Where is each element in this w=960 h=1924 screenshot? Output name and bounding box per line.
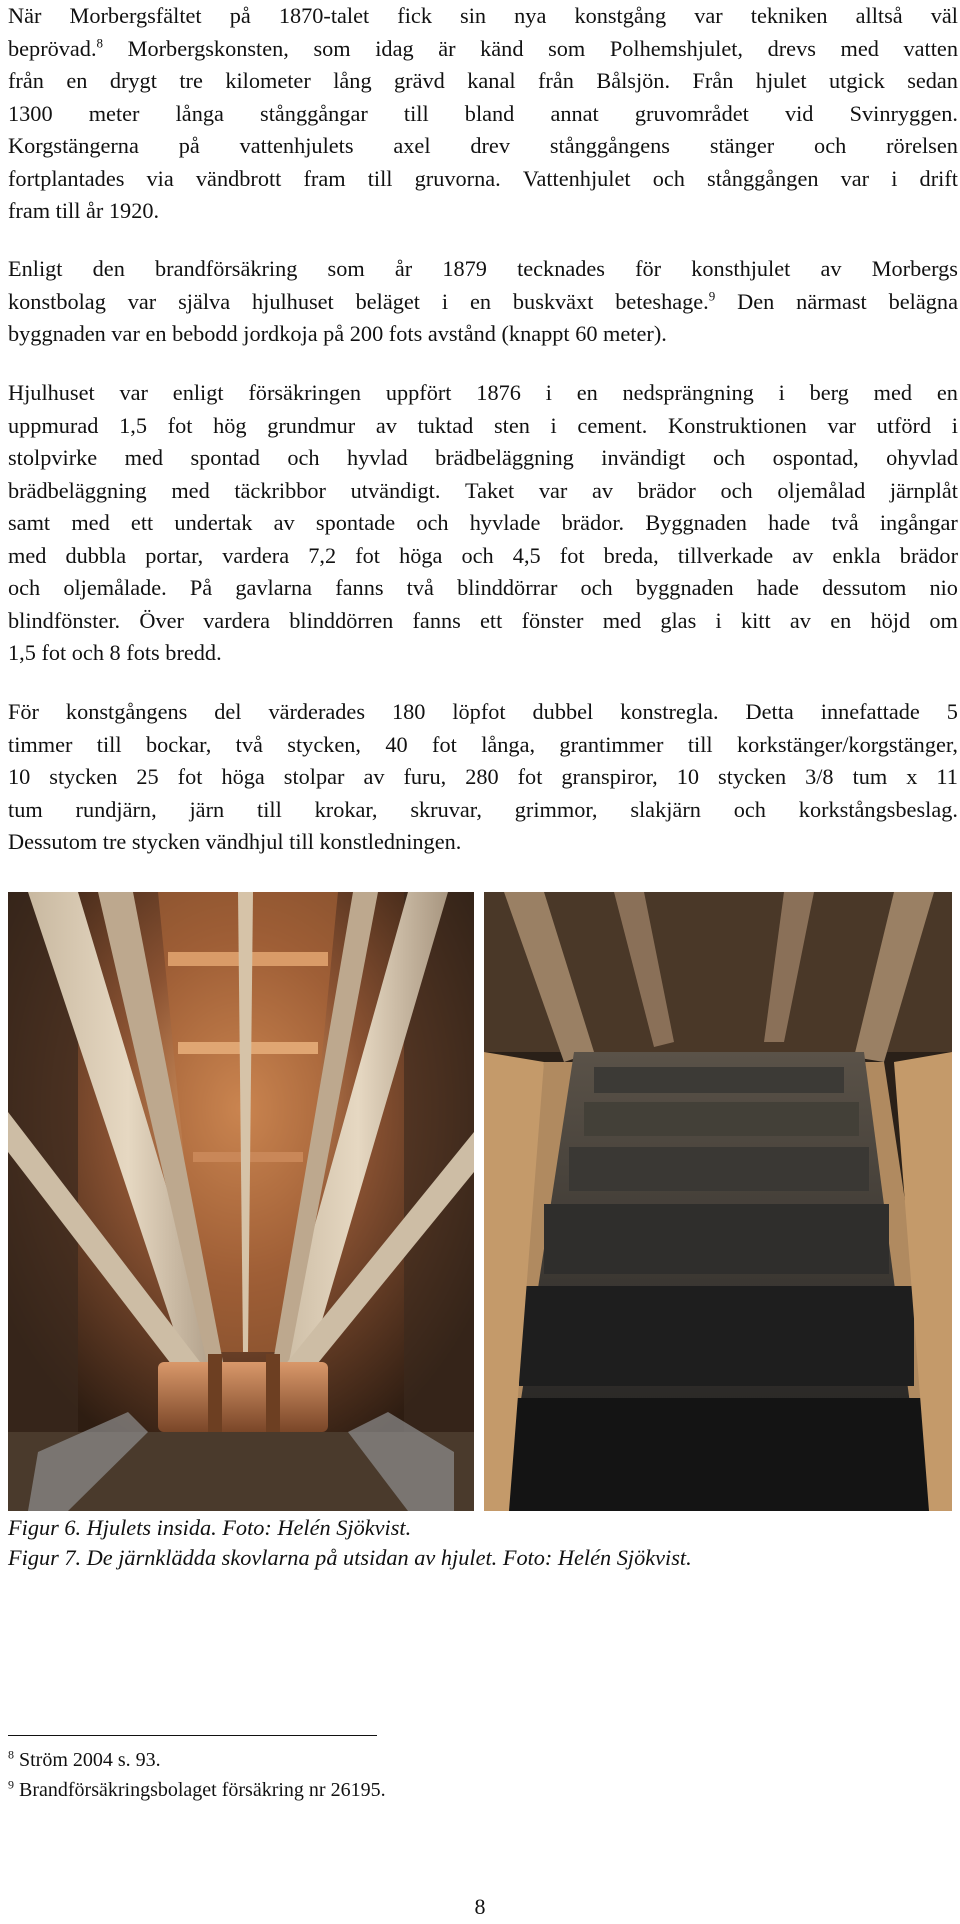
text-line — [8, 163, 958, 196]
word: 11 — [936, 764, 958, 789]
word: kilometer — [225, 68, 311, 93]
word: berg — [809, 380, 849, 405]
word: Enligt — [8, 256, 63, 281]
word: korkstänger/korgstänger, — [736, 731, 958, 757]
word: fot — [355, 542, 380, 568]
word: höga — [399, 542, 443, 568]
word: gruvorna. — [414, 165, 501, 191]
word: gruvområdet — [634, 100, 749, 126]
text-line — [8, 318, 958, 351]
word: på — [229, 3, 251, 28]
word: via — [146, 165, 174, 191]
word: av — [820, 256, 842, 281]
word: uppmurad — [8, 412, 99, 438]
word: brädbeläggning — [435, 445, 574, 470]
text-line — [8, 130, 958, 163]
word: till — [687, 731, 713, 757]
word: tre — [179, 68, 203, 93]
text-line — [8, 0, 958, 33]
word: hyvlade — [469, 510, 541, 535]
word: byggnaden — [635, 575, 734, 600]
word: drift — [919, 165, 958, 191]
word: vattenhjulets — [239, 133, 354, 158]
word: brädor — [899, 542, 958, 568]
word: På — [189, 575, 213, 600]
word: bland — [464, 100, 515, 126]
word: 7,2 — [308, 542, 337, 568]
word: gavlarna — [235, 575, 313, 600]
word: och — [733, 796, 766, 822]
word: tuktad — [417, 412, 474, 438]
figure-7-caption: Figur 7. De järnklädda skovlarna på utsidan av hjulet. Foto: Helén Sjökvist. — [8, 1545, 692, 1570]
word: hjulhuset — [251, 288, 334, 314]
word: hyvlad — [346, 445, 408, 470]
word: en — [469, 288, 492, 314]
footnote-divider — [8, 1735, 377, 1736]
word: brädor. — [561, 510, 625, 535]
text-line — [8, 253, 958, 286]
word: värderades — [268, 699, 365, 724]
word: Svinryggen. — [849, 100, 958, 126]
word: konstgångens — [65, 699, 188, 724]
word: Morbergsfältet — [69, 3, 202, 28]
word: spontade — [315, 510, 396, 535]
word: beteshage.$^9$ — [615, 288, 716, 314]
word: oljemålade. — [63, 575, 167, 600]
word: och — [461, 542, 494, 568]
word: meter — [88, 100, 140, 126]
word: till — [257, 796, 282, 822]
word: ohyvlad — [886, 445, 958, 470]
word: 1870-talet — [278, 3, 370, 28]
word: 1876 — [476, 380, 521, 405]
word: med — [124, 445, 164, 470]
word: hade — [768, 510, 811, 535]
word: och — [652, 165, 685, 191]
word: fanns — [335, 575, 384, 600]
word: nio — [929, 575, 958, 600]
word: Detta — [745, 699, 794, 724]
word: med — [873, 380, 913, 405]
word: 40 — [385, 731, 408, 757]
footnote-text: Ström 2004 s. 93. — [14, 1749, 161, 1771]
word: stycken, — [287, 731, 361, 757]
word: enligt — [172, 380, 224, 405]
word: en — [936, 380, 958, 405]
footnote-reference: 9 — [708, 288, 716, 304]
word: brandförsäkring — [155, 256, 298, 281]
word: var — [127, 288, 157, 314]
word: nya — [514, 3, 547, 28]
paragraph-2 — [8, 253, 958, 351]
text-line — [8, 475, 958, 508]
word: av — [789, 607, 811, 633]
word: 5 — [946, 699, 958, 724]
word: av — [375, 412, 397, 438]
word: och — [580, 575, 613, 600]
word: som — [313, 35, 351, 61]
word: löpfot — [452, 699, 506, 724]
word: var — [694, 3, 723, 28]
word: grundmur — [267, 412, 356, 438]
footnote-8 — [8, 1746, 161, 1774]
word: stolpar — [283, 764, 345, 789]
word: själva — [178, 288, 231, 314]
word: skruvar, — [410, 796, 482, 822]
word: alltså — [855, 3, 903, 28]
word: vardera — [203, 607, 270, 633]
word: Hjulhuset — [8, 380, 95, 405]
word: höjd — [870, 607, 911, 633]
word: 1,5 — [119, 412, 147, 438]
word: blindfönster. — [8, 607, 121, 633]
word: tum — [8, 796, 43, 822]
word: i — [891, 165, 898, 191]
text-line — [8, 65, 958, 98]
word: av — [273, 510, 295, 535]
footnote-number: 8 — [8, 1747, 14, 1762]
word: fot — [167, 412, 193, 438]
word: med — [8, 542, 47, 568]
word: buskväxt — [512, 288, 594, 314]
word: i — [951, 412, 958, 438]
word: drev — [470, 133, 510, 158]
word: fot — [559, 542, 585, 568]
word: idag — [375, 35, 414, 61]
word: hög — [213, 412, 247, 438]
word: cement. — [577, 412, 648, 438]
word: vid — [784, 100, 814, 126]
word: breda, — [603, 542, 659, 568]
word: Polhemshjulet, — [609, 35, 744, 61]
word: stänger — [709, 133, 775, 158]
word: undertak — [174, 510, 253, 535]
word: hade — [756, 575, 799, 600]
text-line — [8, 195, 958, 228]
word: närmast — [796, 288, 867, 314]
word: stånggångar — [260, 100, 368, 126]
word: timmer — [8, 731, 73, 757]
text-line — [8, 729, 958, 762]
word: Över — [139, 607, 184, 633]
word: invändigt — [601, 445, 686, 470]
word: tecknades — [517, 256, 605, 281]
word: för — [635, 256, 662, 281]
word: krokar, — [314, 796, 378, 822]
word: belägna — [888, 288, 958, 314]
word: täckribbor — [234, 477, 326, 503]
word: kanal — [467, 68, 516, 93]
word: När — [8, 3, 42, 28]
word: sin — [460, 3, 487, 28]
word: grävd — [394, 68, 445, 93]
word: av — [792, 542, 814, 568]
word: långa, — [481, 731, 536, 757]
word: var — [119, 380, 148, 405]
word: portar, — [145, 542, 204, 568]
word: oljemålad — [777, 477, 866, 503]
word: Morbergskonsten, — [127, 35, 289, 61]
word: 3/8 — [805, 764, 834, 789]
word: ospontad, — [772, 445, 859, 470]
word: och — [712, 445, 746, 470]
word: från — [537, 68, 574, 93]
word: två — [831, 510, 859, 535]
word: utvändigt. — [350, 477, 441, 503]
word: fick — [397, 3, 432, 28]
text-run: fram till år 1920. — [8, 198, 160, 223]
paragraph-3 — [8, 377, 958, 670]
word: furu, — [403, 764, 447, 789]
word: tekniken — [750, 3, 828, 28]
word: var — [827, 412, 856, 438]
word: 10 — [676, 764, 699, 789]
text-line — [8, 410, 958, 443]
word: blinddörrar — [457, 575, 558, 600]
word: 1879 — [442, 256, 487, 281]
text-line — [8, 826, 958, 859]
word: 1300 — [8, 100, 53, 126]
word: den — [92, 256, 125, 281]
text-line — [8, 696, 958, 729]
footnote-text: Brandförsäkringsbolaget försäkring nr 26195. — [14, 1779, 386, 1801]
word: till — [403, 100, 429, 126]
word: Den — [737, 288, 775, 314]
word: rörelsen — [886, 133, 958, 158]
text-line — [8, 540, 958, 573]
word: stycken — [717, 764, 787, 789]
word: 280 — [465, 764, 499, 789]
word: tum — [852, 764, 888, 789]
word: drygt — [109, 68, 157, 93]
word: en — [576, 380, 598, 405]
word: utförd — [876, 412, 932, 438]
word: Konstruktionen — [668, 412, 807, 438]
word: Bålsjön. — [596, 68, 671, 93]
word: blinddörren — [289, 607, 394, 633]
word: väl — [930, 3, 958, 28]
word: fot — [432, 731, 457, 757]
word: 25 — [136, 764, 159, 789]
word: järn — [189, 796, 225, 822]
page-number: 8 — [474, 1894, 486, 1919]
word: beprövad.$^8$ — [8, 35, 104, 61]
word: i — [545, 380, 552, 405]
word: fönster — [521, 607, 584, 633]
word: i — [550, 412, 557, 438]
word: Taket — [465, 477, 515, 503]
word: spontad — [190, 445, 260, 470]
word: höga — [221, 764, 265, 789]
word: uppfört — [385, 380, 452, 405]
word: x — [906, 764, 918, 789]
text-line — [8, 794, 958, 827]
word: känd — [480, 35, 524, 61]
footnote-number: 9 — [8, 1777, 14, 1792]
word: och — [8, 575, 41, 600]
text-line — [8, 98, 958, 131]
word: av — [363, 764, 385, 789]
word: med — [840, 35, 879, 61]
word: nedsprängning — [622, 380, 754, 405]
word: och — [720, 477, 753, 503]
word: granspiror, — [561, 764, 658, 789]
word: fot — [517, 764, 543, 789]
word: fanns — [412, 607, 461, 633]
paragraph-1 — [8, 0, 958, 228]
word: brädor — [637, 477, 696, 503]
word: och — [416, 510, 449, 535]
word: fortplantades — [8, 165, 125, 191]
word: konstbolag — [8, 288, 106, 314]
word: hjulet — [755, 68, 807, 93]
word: fot — [177, 764, 203, 789]
word: dessutom — [822, 575, 907, 600]
word: långa — [175, 100, 224, 126]
word: glas — [660, 607, 697, 633]
word: två — [406, 575, 434, 600]
text-line — [8, 33, 958, 66]
word: av — [591, 477, 614, 503]
word: ett — [480, 607, 503, 633]
word: från — [8, 68, 44, 93]
text-line — [8, 507, 958, 540]
text-run: 1,5 fot och 8 fots bredd. — [8, 640, 222, 665]
word: Morbergs — [871, 256, 958, 281]
footnote-reference: 8 — [96, 35, 104, 51]
iron-paddles-photo — [484, 892, 952, 1511]
figure-6-caption: Figur 6. Hjulets insida. Foto: Helén Sjökvist. — [8, 1515, 412, 1540]
word: innefattade — [820, 699, 920, 724]
word: är — [438, 35, 456, 61]
footnote-9 — [8, 1776, 386, 1804]
word: Vattenhjulet — [522, 165, 631, 191]
word: enkla — [832, 542, 881, 568]
text-line — [8, 761, 958, 794]
word: grimmor, — [514, 796, 598, 822]
word: slakjärn — [630, 796, 701, 822]
word: och — [814, 133, 847, 158]
word: vatten — [903, 35, 958, 61]
word: drevs — [767, 35, 816, 61]
text-run: Dessutom tre stycken vändhjul till konstledningen. — [8, 829, 462, 854]
word: stånggångens — [549, 133, 670, 158]
text-run: byggnaden var en bebodd jordkoja på 200 fots avstånd (knappt 60 meter). — [8, 321, 667, 346]
word: till — [96, 731, 122, 757]
word: med — [171, 477, 210, 503]
word: sten — [493, 412, 530, 438]
word: en — [830, 607, 852, 633]
word: stycken — [49, 764, 118, 789]
word: bockar, — [145, 731, 212, 757]
word: och — [287, 445, 320, 470]
word: vardera — [222, 542, 290, 568]
word: med — [602, 607, 642, 633]
word: två — [235, 731, 263, 757]
word: i — [715, 607, 722, 633]
text-line — [8, 377, 958, 410]
word: kitt — [740, 607, 771, 633]
word: brädbeläggning — [8, 477, 147, 503]
word: 10 — [8, 764, 31, 789]
word: vändbrott — [195, 165, 282, 191]
word: sedan — [907, 68, 958, 93]
word: stolpvirke — [8, 445, 98, 470]
paragraph-4 — [8, 696, 958, 859]
word: fram — [303, 165, 346, 191]
word: konstgång — [574, 3, 667, 28]
word: konstregla. — [620, 699, 719, 724]
word: dubbel — [532, 699, 594, 724]
word: korkstångsbeslag. — [798, 796, 958, 822]
word: i — [778, 380, 785, 405]
word: försäkringen — [248, 380, 362, 405]
word: 4,5 — [512, 542, 541, 568]
word: ingångar — [879, 510, 958, 535]
word: annat — [550, 100, 599, 126]
word: en — [66, 68, 88, 93]
word: stånggången — [707, 165, 819, 191]
word: dubbla — [65, 542, 127, 568]
word: till — [367, 165, 393, 191]
word: Från — [692, 68, 734, 93]
word: som — [327, 256, 365, 281]
word: För — [8, 699, 39, 724]
word: med — [71, 510, 110, 535]
word: grantimmer — [559, 731, 664, 757]
word: järnplåt — [889, 477, 958, 503]
word: Byggnaden — [645, 510, 747, 535]
word: rundjärn, — [75, 796, 157, 822]
wheel-interior-photo — [8, 892, 474, 1511]
text-line — [8, 442, 958, 475]
word: var — [538, 477, 568, 503]
word: samt — [8, 510, 51, 535]
text-line — [8, 605, 958, 638]
word: beläget — [355, 288, 421, 314]
word: på — [178, 133, 200, 158]
word: år — [394, 256, 413, 281]
word: konsthjulet — [691, 256, 791, 281]
word: axel — [393, 133, 431, 158]
word: utgick — [829, 68, 885, 93]
word: som — [548, 35, 586, 61]
word: om — [929, 607, 958, 633]
word: del — [214, 699, 242, 724]
word: var — [840, 165, 870, 191]
word: 180 — [391, 699, 426, 724]
word: Korgstängerna — [8, 133, 139, 158]
word: i — [441, 288, 449, 314]
word: ett — [130, 510, 154, 535]
text-line — [8, 572, 958, 605]
text-line — [8, 286, 958, 319]
word: lång — [333, 68, 372, 93]
text-line — [8, 637, 958, 670]
word: tillverkade — [677, 542, 774, 568]
